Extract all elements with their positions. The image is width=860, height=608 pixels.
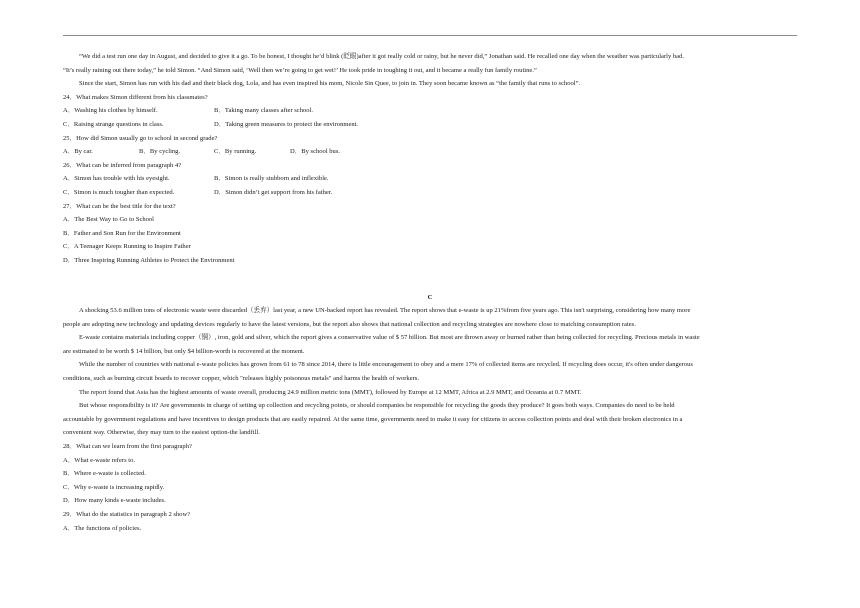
option-29-a: A．The functions of policies. (63, 524, 142, 532)
option-26-b: B．Simon is really stubborn and inflexible. (214, 175, 329, 183)
option-26-a: A．Simon has trouble with his eyesight. (63, 175, 170, 183)
question-25-options (63, 145, 797, 159)
option-24-c: C．Raising strange questions in class. (63, 120, 164, 128)
section-gap (63, 268, 797, 291)
passage-c-paragraph-2-line-1: E-waste contains materials including copper（铜）, iron, gold and silver, which the report gives a conservative value of $ 57 billion. But most are thrown away or burned rather than being collected for recycling. Precious metals in waste (79, 334, 700, 342)
passage-c-paragraph-3-line-2: conditions, such as burning circuit boards to recover copper, which "releases highly poisonous metals" and harms the health of workers. (63, 375, 419, 383)
question-29: 29．What do the statistics in paragraph 2 show? (63, 511, 191, 518)
passage-c-paragraph-1-line-2: people are adopting new technology and updating devices regularly to have the latest versions, but the report also shows that national collection and recycling strategies are nowhere close to matching consumption rates. (63, 320, 636, 328)
passage-b-paragraph-1-line-1: “We did a test run one day in August, and decided to give it a go. To be honest, I thought he’d blink (眨眼)after it got really cold or rainy, but he never did,” Jonathan said. He recalled one day when the weather was particularly bad. (79, 53, 684, 60)
passage-c-paragraph-2-line-2: are estimated to be worth $ 14 billion, but only $4 billion-worth is recovered at the moment. (63, 347, 305, 355)
question-26: 26．What can be inferred from paragraph 4? (63, 161, 182, 169)
passage-b-paragraph-2: Since the start, Simon has run with his dad and their black dog, Lola, and has even inspired his mom, Nicole Sin Quee, to join in. They soon became known as “the family that runs to school”. (79, 80, 581, 88)
passage-c-paragraph-4: The report found that Asia has the highest amounts of waste overall, producing 24.9 million metric tons (MMT), followed by Europe at 12 MMT, Africa at 2.9 MMT, and Oceania at 0.7 MMT. (79, 388, 582, 396)
option-25-a: A．By car. (63, 148, 93, 156)
option-28-d: D．How many kinds e-waste includes. (63, 497, 166, 505)
option-25-c: C．By running. (214, 148, 257, 156)
option-24-b: B．Taking many classes after school. (214, 107, 313, 115)
question-28: 28．What can we learn from the first paragraph? (63, 443, 192, 451)
option-24-d: D．Taking green measures to protect the environment. (214, 120, 359, 128)
passage-c-paragraph-5-line-1: But whose responsibility is it? Are governments in charge of setting up collection and recycling points, or should companies be responsible for recycling the goods they produce? It goes both ways. Companies do need to be held (79, 402, 675, 410)
option-24-a: A．Washing his clothes by himself. (63, 107, 158, 115)
option-25-b: B．By cycling. (139, 148, 181, 156)
option-28-a: A．What e-waste refers to. (63, 456, 135, 464)
question-26-options-row-2 (63, 186, 797, 200)
option-25-d: D．By school bus. (290, 148, 341, 156)
passage-c-paragraph-5-line-3: convenient way. Otherwise, they may turn to the easiest option-the landfill. (63, 429, 260, 437)
option-27-b: B．Father and Son Run for the Environment (63, 229, 181, 237)
question-24-options-row-2 (63, 118, 797, 132)
option-27-c: C．A Teenager Keeps Running to Inspire Father (63, 243, 191, 251)
document-page (63, 50, 797, 535)
passage-c-paragraph-3-line-1: While the number of countries with national e-waste policies has grown from 61 to 78 since 2014, there is little encouragement to obey and a mere 17% of collected items are recycled. If recycling does occur, it's often under dangerous (79, 361, 693, 369)
question-24: 24．What makes Simon different from his classmates? (63, 93, 208, 101)
question-24-options-row-1 (63, 104, 797, 118)
passage-c-title: C (427, 293, 433, 301)
question-26-options-row-1 (63, 172, 797, 186)
header-rule (63, 35, 797, 36)
option-27-d: D．Three Inspiring Running Athletes to Protect the Environment (63, 256, 235, 264)
option-28-c: C．Why e-waste is increasing rapidly. (63, 483, 165, 491)
question-27: 27．What can be the best title for the text? (63, 202, 176, 210)
option-28-b: B．Where e-waste is collected. (63, 470, 146, 478)
passage-c-paragraph-5-line-2: accountable by government regulations and have incentives to design products that are easily repaired. At the same time, governments need to make it easy for citizens to access collection points and deal with their broken electronics in a (63, 415, 683, 423)
question-25: 25．How did Simon usually go to school in second grade? (63, 134, 218, 142)
option-26-c: C．Simon is much tougher than expected. (63, 188, 175, 196)
passage-b-paragraph-1-line-2: “It’s really raining out there today,” he told Simon. “And Simon said, ‘Well then we’re going to get wet!’ He took pride in toughing it out, and it became a really fun family routine.” (63, 66, 537, 74)
passage-c-paragraph-1-line-1: A shocking 53.6 million tons of electronic waste were discarded（丢弃）last year, a new UN-backed report has revealed. The report shows that e-waste is up 21%from five years ago. This isn't surprising, considering how many more (79, 307, 691, 315)
option-26-d: D．Simon didn’t get support from his father. (214, 188, 333, 196)
option-27-a: A．The Best Way to Go to School (63, 216, 155, 224)
